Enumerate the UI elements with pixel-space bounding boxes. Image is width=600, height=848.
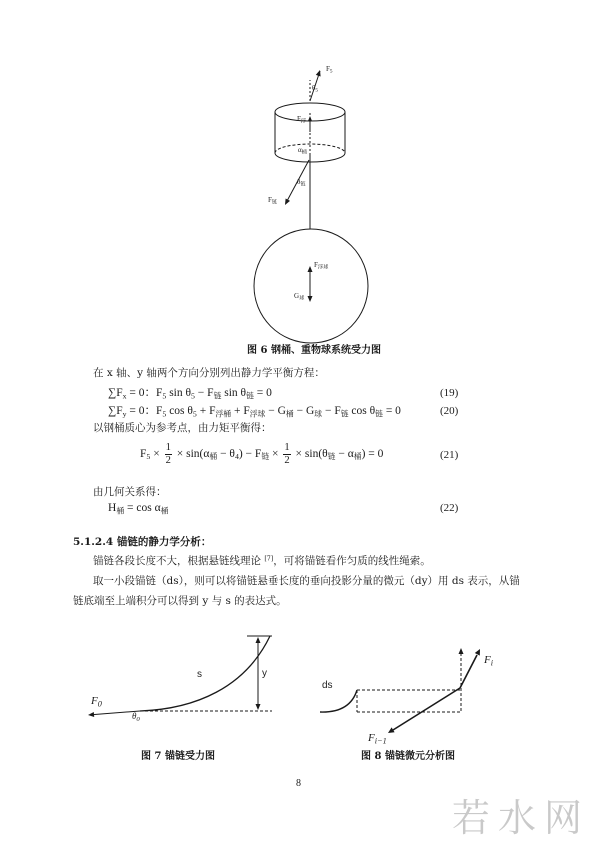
ball-buoyancy-arrowhead [308, 266, 313, 272]
label-main: F [484, 654, 491, 666]
equation-subscript: 链 [327, 452, 336, 462]
equation-text: − θ [217, 447, 235, 460]
paragraph-1-text: 锚链各段长度不大，根据悬链线理论 [93, 555, 265, 567]
equation-text: cos θ [348, 405, 376, 417]
equation-text: cos θ [166, 405, 193, 417]
equation-subscript: 4 [234, 452, 239, 462]
equation-number-21: (21) [440, 449, 459, 461]
equation-text: + F [196, 405, 216, 417]
equation-text: = 0 [382, 405, 401, 417]
figure6-diagram [254, 70, 368, 343]
label-main: α [298, 146, 302, 154]
label-sub: i [490, 658, 494, 668]
label-sub: 链 [300, 181, 306, 188]
equation-text: H [108, 502, 117, 514]
equation-subscript: 桶 [285, 409, 294, 419]
fraction-denominator: 2 [165, 454, 171, 466]
label-main: θ [132, 711, 137, 721]
element-curve [320, 690, 357, 712]
fraction [165, 442, 172, 466]
equation-text: ∑F [108, 387, 123, 399]
label-sub: 5 [315, 87, 318, 94]
label-main: F [91, 695, 98, 707]
equation-subscript: x [122, 391, 127, 401]
equation-text: − α [335, 447, 354, 460]
intro-xy-text: 在 x 轴、y 轴两个方向分别列出静力学平衡方程： [93, 367, 325, 379]
moment-intro-text: 以钢桶质心为参考点，由力矩平衡得： [93, 422, 272, 434]
label-main: F [368, 732, 375, 744]
paragraph-1 [93, 554, 431, 568]
fraction-numerator: 1 [165, 442, 171, 453]
height-arrowhead-top [256, 637, 261, 643]
label-sub: 0 [97, 699, 102, 709]
equation-text: × sin(α [173, 447, 210, 460]
figure8-caption: 图 8 锚链微元分析图 [361, 751, 455, 762]
equation-text: F [156, 405, 163, 417]
equation-subscript: 链 [261, 452, 270, 462]
label-sub: 浮 [300, 118, 307, 125]
equation-21 [140, 442, 383, 466]
figure7-caption: 图 7 锚链受力图 [141, 751, 215, 762]
right-dashed-arrowhead [459, 648, 464, 654]
equation-text: sin θ [221, 387, 247, 399]
watermark-logo: 若水网 [452, 796, 591, 840]
equation-subscript: 链 [213, 391, 222, 401]
equation-subscript: 桶 [116, 506, 125, 516]
label-arc-s: s [197, 669, 202, 680]
equation-subscript: 链 [340, 409, 349, 419]
label-ball-buoyancy [314, 262, 328, 269]
label-main: F [314, 261, 318, 269]
label-sub: 浮球 [317, 264, 329, 271]
label-main: F [326, 65, 330, 73]
fraction-numerator: 1 [284, 442, 290, 453]
label-top-angle [312, 85, 318, 92]
equation-subscript: 5 [192, 409, 197, 419]
equation-subscript: 5 [191, 391, 195, 401]
citation-7: [7] [264, 555, 274, 563]
label-main: F [268, 196, 272, 204]
equation-text: − F [194, 387, 214, 399]
label-sub: 5 [329, 68, 333, 75]
equation-subscript: 桶 [209, 452, 218, 462]
equation-text: F [156, 387, 163, 399]
equation-text: × sin(θ [292, 447, 328, 460]
label-sub: i−1 [374, 736, 387, 746]
figure8-diagram [320, 648, 480, 733]
equation-text: sin θ [166, 387, 192, 399]
equation-22 [108, 500, 168, 516]
section-heading: 5.1.2.4 锚链的静力学分析： [73, 536, 212, 548]
equation-subscript: 链 [375, 409, 383, 419]
label-main: G [294, 292, 300, 300]
equation-text: − G [293, 405, 315, 417]
equation-text: = cos α [124, 502, 161, 514]
top-force-arrowhead [316, 70, 321, 77]
label-main: F [297, 115, 301, 123]
equation-text: = 0： [126, 405, 157, 417]
fraction-denominator: 2 [284, 454, 290, 466]
page-number: 8 [296, 778, 301, 789]
equation-text: × [269, 447, 282, 460]
bucket-buoyancy-arrowhead [308, 116, 312, 121]
label-fi-minus-1 [368, 733, 387, 744]
equation-subscript: 球 [314, 409, 323, 419]
equation-text: ∑F [108, 405, 123, 417]
equation-subscript: 5 [146, 452, 151, 462]
equation-number-22: (22) [440, 502, 459, 514]
label-main: θ [297, 178, 301, 186]
equation-text: − F [322, 405, 341, 417]
equation-subscript: 浮桶 [215, 409, 232, 419]
lower-force-line [393, 688, 460, 730]
upper-force-line [460, 655, 477, 688]
equation-number-20: (20) [440, 405, 459, 417]
paragraph-2: 取一小段锚链（ds），则可以将锚链悬垂长度的垂向投影分量的微元（dy）用 ds 表示，从锚链底端至上端积分可以得到 y 与 s 的表达式。 [73, 575, 520, 607]
height-arrowhead-bottom [256, 704, 261, 710]
label-bucket-alpha [298, 147, 307, 154]
equation-subscript: 链 [246, 391, 254, 401]
label-ds: ds [322, 680, 333, 691]
equation-text: F [140, 447, 147, 460]
ball-weight-arrowhead [308, 296, 313, 302]
label-top-force [326, 66, 333, 73]
label-f0 [91, 696, 102, 707]
label-height-y: y [262, 668, 267, 679]
figure6-caption: 图 6 钢桶、重物球系统受力图 [247, 345, 381, 356]
label-bucket-buoyancy [297, 116, 306, 123]
equation-text: × [150, 447, 163, 460]
equation-19 [108, 385, 272, 401]
equation-text: − G [265, 405, 286, 417]
equation-subscript: 5 [162, 391, 167, 401]
heavy-ball-circle [254, 229, 368, 343]
chain-curve [140, 636, 270, 711]
equation-subscript: 5 [162, 409, 167, 419]
geometry-intro-text: 由几何关系得： [93, 486, 167, 498]
equation-text: + F [231, 405, 250, 417]
figure7-diagram [88, 636, 272, 717]
equation-text: = 0 [253, 387, 272, 399]
equation-subscript: 桶 [353, 452, 362, 462]
label-chain-force [268, 197, 277, 204]
label-theta0 [132, 711, 140, 724]
paragraph-1-text-end: ，可将锚链看作匀质的线性绳索。 [273, 555, 431, 567]
equation-20 [108, 403, 401, 419]
label-main: θ [312, 84, 316, 92]
label-ball-weight [294, 293, 304, 300]
fraction [283, 442, 290, 466]
label-sub: 0 [136, 716, 140, 724]
label-chain-angle [297, 179, 306, 186]
equation-text: ) − F [238, 447, 262, 460]
label-sub: 球 [299, 295, 305, 302]
label-sub: 桶 [301, 149, 307, 156]
upper-force-arrowhead [475, 649, 480, 656]
equation-text: ) = 0 [361, 447, 384, 460]
equation-subscript: 桶 [160, 506, 169, 516]
equation-text: = 0： [126, 387, 157, 399]
equation-number-19: (19) [440, 387, 459, 399]
f0-arrowhead [88, 712, 94, 717]
equation-subscript: y [122, 409, 127, 419]
label-fi [484, 655, 493, 666]
label-sub: 链 [271, 199, 278, 206]
equation-subscript: 浮球 [249, 409, 266, 419]
